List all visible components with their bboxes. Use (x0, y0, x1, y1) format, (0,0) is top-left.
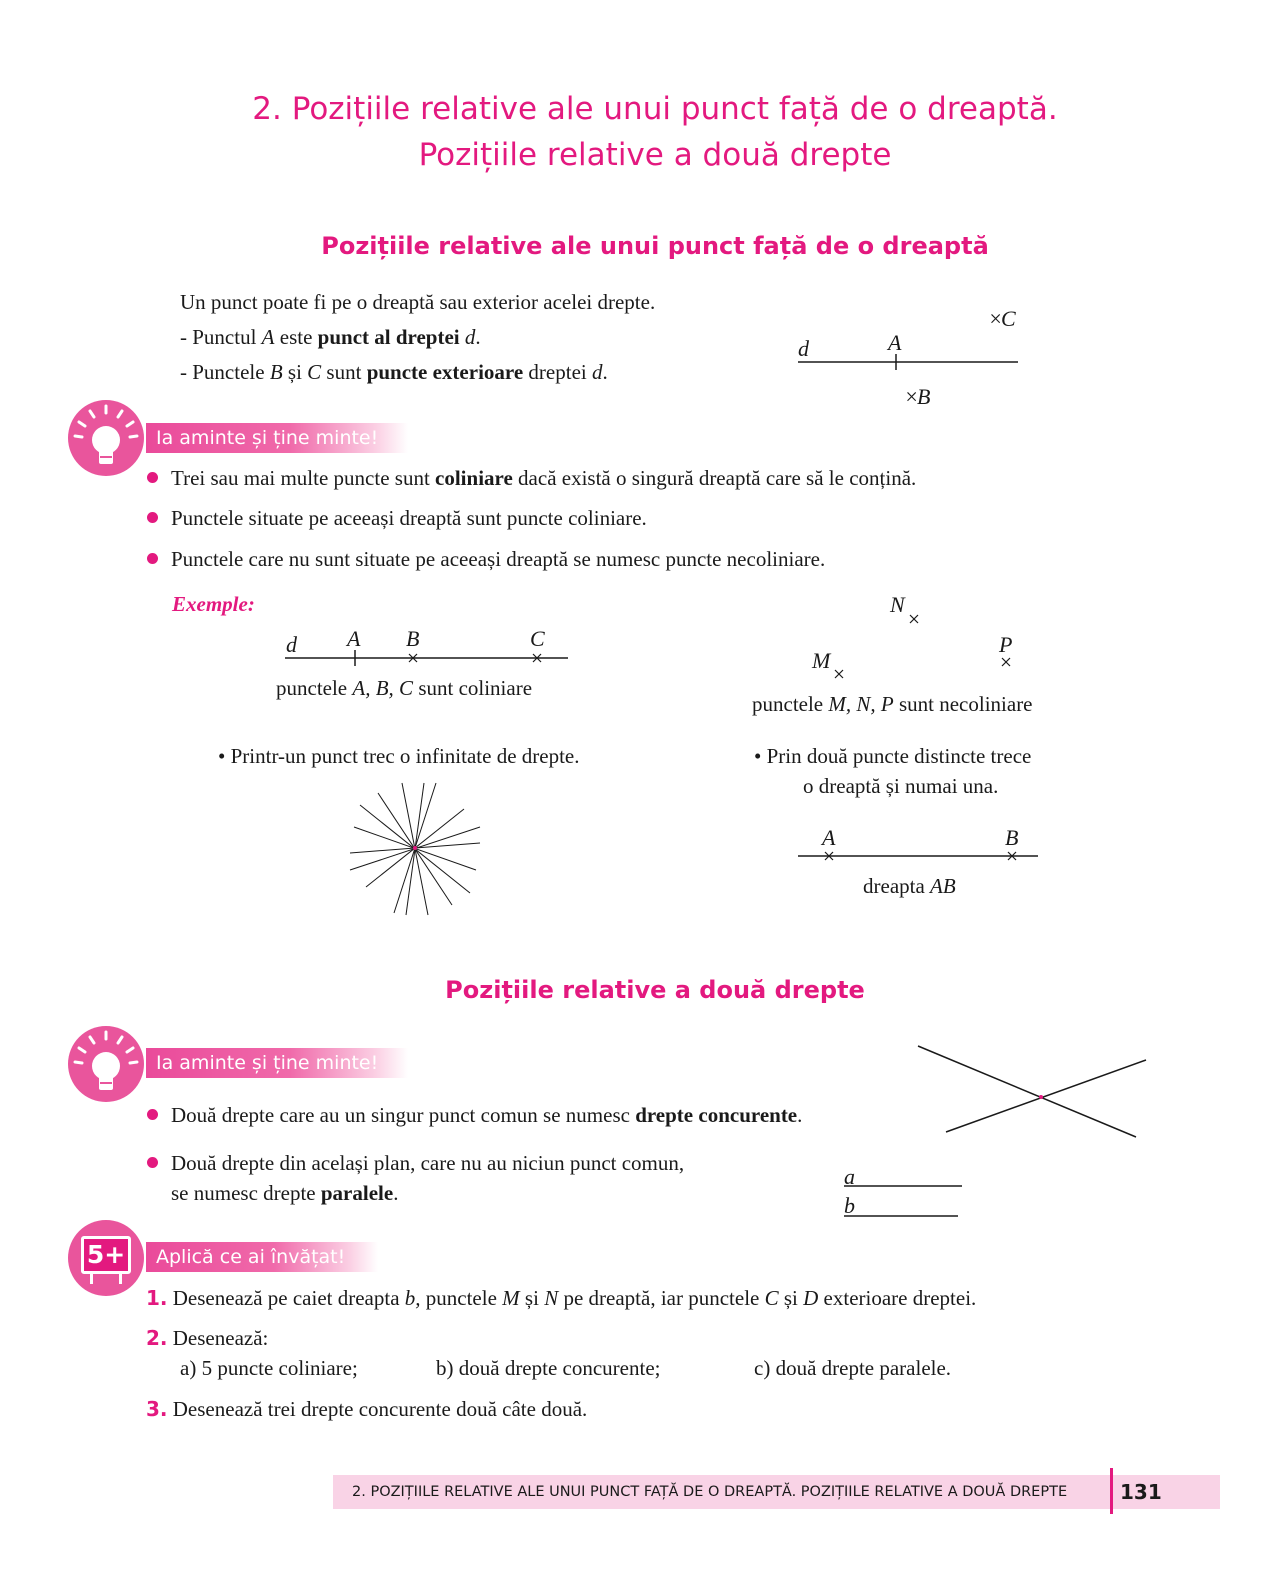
point-on-line-text: - Punctul A este punct al dreptei d. (180, 325, 481, 349)
infinite-lines-fact: • Printr-un punct trec o infinitate de drepte. (218, 744, 580, 768)
lightbulb-icon (68, 1026, 144, 1102)
unique-line-fact-2: o dreaptă și numai una. (803, 774, 999, 798)
label-c: C (530, 626, 545, 651)
lightbulb-badge-2 (68, 1026, 144, 1102)
label-b: B (917, 384, 931, 409)
label-m: M (812, 648, 831, 673)
label-d: d (286, 632, 297, 657)
label-a: A (888, 330, 902, 355)
badge-text: 5+ (86, 1240, 126, 1269)
exterior-points-text: - Punctele B și C sunt puncte exterioare dreptei d. (180, 360, 608, 384)
collinear-points-text: Punctele situate pe aceeași dreaptă sunt puncte coliniare. (171, 506, 647, 530)
remember-banner-1: Ia aminte și ține minte! (146, 423, 408, 453)
lightbulb-icon (68, 400, 144, 476)
label-d: d (798, 336, 809, 361)
bullet-dot (147, 472, 158, 483)
bullet-dot (147, 512, 158, 523)
exercise-1: 1. Desenează pe caiet dreapta b, punctele M și N pe dreaptă, iar punctele C și D exterioare dreptei. (146, 1286, 977, 1310)
section-heading-point-line: Pozițiile relative ale unui punct față de o dreaptă (321, 232, 989, 260)
label-b: b (844, 1193, 855, 1218)
bullet-dot (147, 1157, 158, 1168)
remember-banner-2: Ia aminte și ține minte! (146, 1048, 408, 1078)
mark-c: × (988, 306, 1003, 331)
noncollinear-caption: punctele M, N, P sunt necoliniare (752, 692, 1033, 716)
intersection-point (1039, 1095, 1043, 1099)
bullet-dot (147, 1109, 158, 1120)
label-b: B (1005, 825, 1019, 850)
collinear-figure (280, 622, 580, 672)
exercise-3: 3. Desenează trei drepte concurente două câte două. (146, 1397, 588, 1421)
point-line-figure (790, 300, 1030, 415)
page-number: 131 (1120, 1480, 1162, 1504)
pencil-of-lines-figure (340, 775, 490, 920)
line-1 (918, 1046, 1136, 1137)
lightbulb-badge-1 (68, 400, 144, 476)
concurrent-lines-definition: Două drepte care au un singur punct comun se numesc drepte concurente. (171, 1103, 803, 1127)
common-point (413, 846, 417, 850)
parallel-lines-definition-2: se numesc drepte paralele. (171, 1181, 399, 1205)
practice-badge (68, 1220, 144, 1296)
parallel-lines-definition-1: Două drepte din același plan, care nu au niciun punct comun, (171, 1151, 685, 1175)
apply-banner: Aplică ce ai învățat! (146, 1242, 378, 1272)
exercise-2c: c) două drepte paralele. (754, 1356, 952, 1380)
collinear-definition: Trei sau mai multe puncte sunt coliniare dacă există o singură dreaptă care să le conțină. (171, 466, 917, 490)
noncollinear-figure (800, 588, 1030, 688)
label-n: N (890, 592, 905, 617)
parallel-lines-figure (838, 1162, 968, 1224)
bullet-dot (147, 553, 158, 564)
exercise-2b: b) două drepte concurente; (436, 1356, 661, 1380)
concurrent-lines-figure (912, 1040, 1152, 1145)
collinear-caption: punctele A, B, C sunt coliniare (276, 676, 533, 700)
page-title-line2: Pozițiile relative a două drepte (418, 137, 892, 173)
noncollinear-points-text: Punctele care nu sunt situate pe aceeași dreaptă se numesc puncte necoliniare. (171, 547, 826, 571)
exercise-2a: a) 5 puncte coliniare; (180, 1356, 358, 1380)
label-b: B (406, 626, 420, 651)
line-ab-figure (790, 820, 1050, 870)
label-a: A (822, 825, 836, 850)
label-c: C (1001, 306, 1016, 331)
page-title-line1: 2. Pozițiile relative ale unui punct față de o dreaptă. (252, 91, 1058, 127)
exercise-2: 2. Desenează: (146, 1326, 269, 1350)
label-p: P (999, 632, 1013, 657)
intro-text: Un punct poate fi pe o dreaptă sau exterior acelei drepte. (180, 290, 656, 314)
mark-b: × (904, 384, 919, 409)
label-a: a (844, 1164, 855, 1189)
unique-line-fact-1: • Prin două puncte distincte trece (754, 744, 1032, 768)
line-ab-caption: dreapta AB (863, 874, 956, 898)
board-leg (119, 1274, 122, 1284)
board-leg (90, 1274, 93, 1284)
examples-label: Exemple: (172, 592, 255, 616)
label-a: A (347, 626, 361, 651)
footer-divider (1110, 1468, 1113, 1514)
section-heading-two-lines: Pozițiile relative a două drepte (445, 976, 865, 1004)
footer-running-title: 2. POZIȚIILE RELATIVE ALE UNUI PUNCT FAȚĂ DE O DREAPTĂ. POZIȚIILE RELATIVE A DOUĂ DREPTE (352, 1484, 1068, 1500)
